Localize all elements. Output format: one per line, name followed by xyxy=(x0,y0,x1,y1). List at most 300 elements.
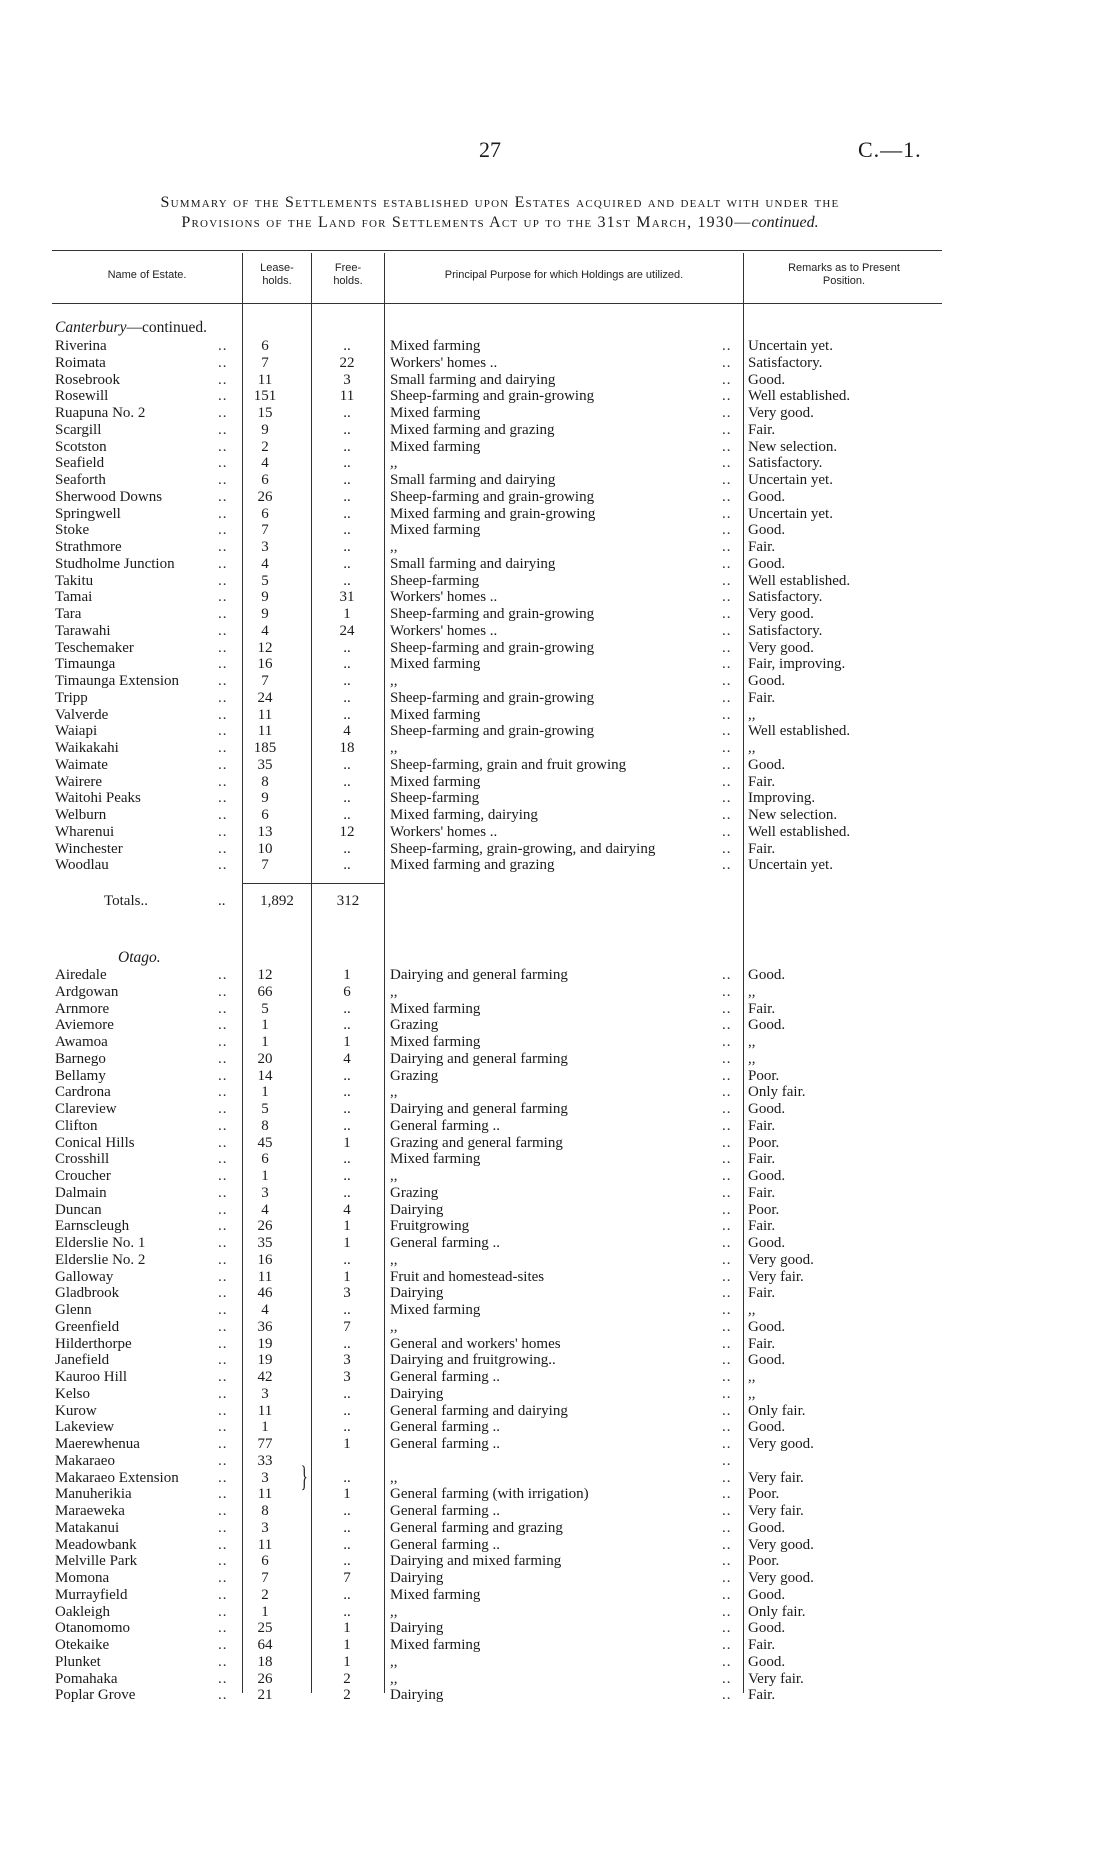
leaseholds-value: 66 xyxy=(257,983,273,1000)
leaseholds-value: 6 xyxy=(261,505,269,522)
leader-dots: .. xyxy=(218,589,228,606)
remarks-text: Fair. xyxy=(748,1335,776,1352)
freeholds-value: .. xyxy=(343,1519,351,1536)
freeholds-value: .. xyxy=(343,405,351,421)
table-row xyxy=(0,1285,1114,1302)
leader-dots: .. xyxy=(218,656,228,673)
purpose-text: ,, xyxy=(390,1318,398,1335)
purpose-text: Mixed farming xyxy=(390,1586,481,1603)
remarks-text: Improving. xyxy=(748,790,816,807)
freeholds-value: 4 xyxy=(343,1201,351,1218)
table-row xyxy=(0,807,1114,824)
leader-dots: .. xyxy=(218,572,228,589)
purpose-text: ,, xyxy=(390,1251,398,1268)
purpose-text: Sheep-farming and grain-growing xyxy=(390,606,595,622)
remarks-text: Only fair. xyxy=(748,1603,806,1620)
freeholds-value: .. xyxy=(343,706,351,723)
table-row xyxy=(0,1302,1114,1319)
freeholds-value: 2 xyxy=(343,1670,351,1687)
freeholds-value: .. xyxy=(343,1067,351,1084)
purpose-text: Sheep-farming, grain-growing, and dairying xyxy=(390,840,656,857)
remarks-text: Only fair. xyxy=(748,1084,806,1101)
leader-dots: .. xyxy=(218,1670,228,1687)
remarks-text: Fair. xyxy=(748,840,776,857)
table-row xyxy=(0,1620,1114,1637)
leaseholds-value: 13 xyxy=(257,823,273,840)
table-row xyxy=(0,1687,1114,1704)
remarks-text: Good. xyxy=(748,1352,786,1369)
estate-name: Elderslie No. 2 xyxy=(55,1251,146,1268)
purpose-text: General farming .. xyxy=(390,1536,500,1553)
purpose-text: Mixed farming xyxy=(390,656,481,673)
purpose-text: Mixed farming xyxy=(390,773,481,790)
leader-dots: .. xyxy=(722,967,732,983)
purpose-text: Dairying xyxy=(390,1285,444,1302)
estate-name: Conical Hills xyxy=(55,1134,135,1151)
leaseholds-value: 7 xyxy=(261,354,269,371)
estate-name: Clareview xyxy=(55,1101,117,1117)
freeholds-value: .. xyxy=(343,472,351,488)
estate-name: Momona xyxy=(55,1570,110,1586)
table-row xyxy=(0,556,1114,573)
purpose-text: Sheep-farming and grain-growing xyxy=(390,488,595,505)
estate-name: Murrayfield xyxy=(55,1586,128,1603)
estate-name: Bellamy xyxy=(55,1067,106,1084)
estate-name: Waitohi Peaks xyxy=(55,790,141,807)
leader-dots: .. xyxy=(722,606,732,622)
leader-dots: .. xyxy=(722,622,732,639)
estate-name: Seafield xyxy=(55,455,105,472)
leaseholds-value: 16 xyxy=(257,1251,273,1268)
table-row xyxy=(0,1503,1114,1520)
purpose-text: Mixed farming and grain-growing xyxy=(390,505,596,522)
leaseholds-value: 21 xyxy=(257,1687,273,1704)
remarks-text: Poor. xyxy=(748,1201,780,1218)
leaseholds-value: 1 xyxy=(261,1034,269,1050)
table-row xyxy=(0,656,1114,673)
table-row xyxy=(0,1135,1114,1152)
leader-dots: .. xyxy=(218,1302,228,1318)
freeholds-value: .. xyxy=(343,1335,351,1352)
totals-top-rule xyxy=(243,883,384,884)
remarks-text: Fair. xyxy=(748,539,776,555)
leaseholds-value: 4 xyxy=(261,555,269,572)
estate-name: Greenfield xyxy=(55,1318,120,1335)
leader-dots: .. xyxy=(722,1134,732,1151)
leader-dots: .. xyxy=(218,488,228,505)
freeholds-value: 1 xyxy=(343,1034,351,1050)
leaseholds-value: 4 xyxy=(261,455,269,472)
leader-dots: .. xyxy=(218,773,228,790)
remarks-text: Good. xyxy=(748,1519,786,1536)
leader-dots: .. xyxy=(218,388,228,405)
freeholds-value: .. xyxy=(343,455,351,472)
freeholds-value: .. xyxy=(343,1385,351,1402)
purpose-text: Fruit and homestead-sites xyxy=(390,1268,545,1285)
remarks-text: Good. xyxy=(748,673,786,689)
leaseholds-value: 26 xyxy=(257,1670,273,1687)
estate-name: Woodlau xyxy=(55,857,109,874)
table-row xyxy=(0,1269,1114,1286)
leader-dots: .. xyxy=(722,756,732,773)
estate-name: Duncan xyxy=(55,1201,102,1218)
freeholds-value: .. xyxy=(343,1553,351,1570)
leaseholds-value: 6 xyxy=(261,472,269,488)
freeholds-value: .. xyxy=(343,555,351,572)
leader-dots: .. xyxy=(218,1218,228,1235)
remarks-text: Well established. xyxy=(748,572,851,589)
freeholds-value: .. xyxy=(343,421,351,438)
leaseholds-value: 9 xyxy=(261,589,269,606)
table-row xyxy=(0,1352,1114,1369)
leader-dots: .. xyxy=(722,773,732,790)
estate-name: Sherwood Downs xyxy=(55,488,163,505)
leaseholds-value: 26 xyxy=(257,1218,273,1235)
freeholds-value: .. xyxy=(343,1017,351,1034)
table-row xyxy=(0,1386,1114,1403)
leader-dots: .. xyxy=(218,1084,228,1101)
estate-name: Timaunga Extension xyxy=(55,673,180,689)
purpose-text: Small farming and dairying xyxy=(390,472,556,488)
leaseholds-value: 11 xyxy=(257,1536,273,1553)
freeholds-value: 3 xyxy=(343,371,351,388)
table-row xyxy=(0,1202,1114,1219)
leader-dots: .. xyxy=(218,1151,228,1168)
leader-dots: .. xyxy=(218,983,228,1000)
purpose-text: Mixed farming xyxy=(390,522,481,539)
purpose-text: ,, xyxy=(390,1603,398,1620)
table-row xyxy=(0,1369,1114,1386)
estate-name: Takitu xyxy=(55,572,94,589)
leader-dots: .. xyxy=(722,723,732,740)
estate-name: Riverina xyxy=(55,338,107,354)
estate-name: Matakanui xyxy=(55,1519,120,1536)
leader-dots: .. xyxy=(218,338,228,354)
freeholds-value: 3 xyxy=(343,1285,351,1302)
header-purpose: Principal Purpose for which Holdings are utilized. xyxy=(444,269,684,281)
purpose-text: Grazing xyxy=(390,1184,439,1201)
leader-dots: .. xyxy=(722,840,732,857)
leader-dots: .. xyxy=(722,639,732,656)
leaseholds-value: 14 xyxy=(257,1067,273,1084)
freeholds-value: .. xyxy=(343,689,351,706)
estate-name: Waiapi xyxy=(55,723,98,740)
remarks-text: Poor. xyxy=(748,1553,780,1570)
freeholds-value: .. xyxy=(343,1117,351,1134)
leader-dots: .. xyxy=(218,1318,228,1335)
estate-name: Awamoa xyxy=(55,1034,108,1050)
freeholds-value: .. xyxy=(343,539,351,555)
leader-dots: .. xyxy=(218,1452,228,1469)
leader-dots: .. xyxy=(218,1637,228,1653)
estate-name: Meadowbank xyxy=(55,1536,137,1553)
leader-dots: .. xyxy=(722,790,732,807)
leaseholds-value: 8 xyxy=(261,773,269,790)
purpose-text: Sheep-farming and grain-growing xyxy=(390,388,595,405)
leaseholds-value: 9 xyxy=(261,790,269,807)
purpose-text: ,, xyxy=(390,983,398,1000)
leader-dots: .. xyxy=(722,1251,732,1268)
estate-name: Cardrona xyxy=(55,1084,111,1101)
leader-dots: .. xyxy=(722,1101,732,1117)
table-row xyxy=(0,1604,1114,1621)
purpose-text: Mixed farming xyxy=(390,1000,481,1017)
estate-name: Maraeweka xyxy=(55,1503,125,1519)
estate-name: Valverde xyxy=(55,706,109,723)
purpose-text: Sheep-farming xyxy=(390,790,480,807)
freeholds-value: .. xyxy=(343,840,351,857)
leader-dots: .. xyxy=(722,1318,732,1335)
freeholds-value: .. xyxy=(343,1419,351,1436)
remarks-text: ,, xyxy=(748,1050,756,1067)
leader-dots: .. xyxy=(722,1519,732,1536)
purpose-text: General farming .. xyxy=(390,1419,500,1436)
header-leaseholds xyxy=(243,262,311,288)
leader-dots: .. xyxy=(218,807,228,823)
freeholds-value: 1 xyxy=(343,1486,351,1503)
freeholds-value: .. xyxy=(343,1184,351,1201)
leader-dots: .. xyxy=(722,1670,732,1687)
remarks-text: New selection. xyxy=(748,807,838,823)
leaseholds-value: 6 xyxy=(261,807,269,823)
leader-dots: .. xyxy=(218,1436,228,1452)
leader-dots: .. xyxy=(218,1251,228,1268)
purpose-text: ,, xyxy=(390,1653,398,1670)
purpose-text: Fruitgrowing xyxy=(390,1218,470,1235)
leader-dots: .. xyxy=(722,857,732,874)
leader-dots: .. xyxy=(218,622,228,639)
freeholds-value: 7 xyxy=(343,1570,351,1586)
leaseholds-value: 1 xyxy=(261,1168,269,1184)
table-row xyxy=(0,1520,1114,1537)
leader-dots: .. xyxy=(722,1586,732,1603)
table-row xyxy=(0,757,1114,774)
freeholds-value: 1 xyxy=(343,1653,351,1670)
remarks-text: Very good. xyxy=(748,606,814,622)
remarks-text: Fair. xyxy=(748,1117,776,1134)
remarks-text: Very fair. xyxy=(748,1268,804,1285)
estate-name: Lakeview xyxy=(55,1419,115,1436)
leader-dots: .. xyxy=(218,1570,228,1586)
leader-dots: .. xyxy=(218,1201,228,1218)
title-line-2-text: Provisions of the Land for Settlements Act up to the 31st March, 1930— xyxy=(181,214,752,231)
table-row xyxy=(0,740,1114,757)
header-freeholds-text: Free- holds. xyxy=(333,262,363,287)
purpose-text: Sheep-farming and grain-growing xyxy=(390,639,595,656)
leaseholds-value: 7 xyxy=(261,857,269,874)
purpose-text: ,, xyxy=(390,1084,398,1101)
purpose-text: Dairying and fruitgrowing.. xyxy=(390,1352,556,1369)
table-row xyxy=(0,1017,1114,1034)
remarks-text: Well established. xyxy=(748,823,851,840)
estate-name: Teschemaker xyxy=(55,639,134,656)
table-row xyxy=(0,1470,1114,1487)
leader-dots: .. xyxy=(722,706,732,723)
freeholds-value: .. xyxy=(343,338,351,354)
remarks-text: ,, xyxy=(748,1034,756,1050)
purpose-text: Mixed farming xyxy=(390,1034,481,1050)
estate-name: Scargill xyxy=(55,421,102,438)
estate-name: Manuherikia xyxy=(55,1486,132,1503)
table-row xyxy=(0,857,1114,874)
freeholds-value: 6 xyxy=(343,983,351,1000)
leaseholds-value: 46 xyxy=(257,1285,273,1302)
leaseholds-value: 5 xyxy=(261,572,269,589)
leader-dots: .. xyxy=(218,857,228,874)
title-line-2-italic: continued. xyxy=(751,214,819,231)
leader-dots: .. xyxy=(218,1285,228,1302)
leader-dots: .. xyxy=(218,1268,228,1285)
freeholds-value: .. xyxy=(343,1000,351,1017)
remarks-text: Only fair. xyxy=(748,1402,806,1419)
leader-dots: .. xyxy=(722,572,732,589)
leader-dots: .. xyxy=(722,1687,732,1704)
freeholds-value: 1 xyxy=(343,1218,351,1235)
remarks-text: Good. xyxy=(748,1168,786,1184)
leader-dots: .. xyxy=(722,589,732,606)
leader-dots: .. xyxy=(218,539,228,555)
remarks-text: Good. xyxy=(748,371,786,388)
leader-dots: .. xyxy=(218,1369,228,1385)
leader-dots: .. xyxy=(722,983,732,1000)
leader-dots: .. xyxy=(722,656,732,673)
purpose-text: ,, xyxy=(390,673,398,689)
estate-name: Rosebrook xyxy=(55,371,120,388)
leader-dots: .. xyxy=(218,1519,228,1536)
leader-dots: .. xyxy=(722,823,732,840)
remarks-text: Poor. xyxy=(748,1067,780,1084)
remarks-text: ,, xyxy=(748,983,756,1000)
estate-name: Tamai xyxy=(55,589,93,606)
leader-dots: .. xyxy=(218,1101,228,1117)
leader-dots: .. xyxy=(722,1201,732,1218)
leaseholds-value: 10 xyxy=(257,840,273,857)
page-number: 27 xyxy=(479,137,501,162)
leaseholds-value: 35 xyxy=(257,1235,273,1251)
purpose-text: Sheep-farming and grain-growing xyxy=(390,689,595,706)
freeholds-value: 7 xyxy=(343,1318,351,1335)
purpose-text: ,, xyxy=(390,455,398,472)
leaseholds-value: 1 xyxy=(261,1084,269,1101)
canterbury-heading: Canterbury xyxy=(55,319,127,336)
leader-dots: .. xyxy=(218,1017,228,1034)
purpose-text: Grazing xyxy=(390,1067,439,1084)
section-heading-canterbury xyxy=(55,319,207,336)
leader-dots: .. xyxy=(722,505,732,522)
estate-name: Stoke xyxy=(55,522,90,539)
purpose-text: General farming and dairying xyxy=(390,1402,568,1419)
estate-name: Seaforth xyxy=(55,472,106,488)
purpose-text: Mixed farming xyxy=(390,405,481,421)
table-row xyxy=(0,841,1114,858)
canterbury-heading-suffix: —continued. xyxy=(126,319,207,336)
purpose-text: Dairying xyxy=(390,1570,444,1586)
freeholds-value: 1 xyxy=(343,1134,351,1151)
leaseholds-value: 26 xyxy=(257,488,273,505)
leader-dots: .. xyxy=(722,522,732,539)
table-row xyxy=(0,774,1114,791)
leaseholds-value: 11 xyxy=(257,1486,273,1503)
estate-name: Glenn xyxy=(55,1302,92,1318)
freeholds-value: .. xyxy=(343,1503,351,1519)
remarks-text: Very fair. xyxy=(748,1469,804,1486)
freeholds-value: .. xyxy=(343,773,351,790)
leader-dots: .. xyxy=(722,1486,732,1503)
leader-dots: .. xyxy=(218,522,228,539)
remarks-text: Well established. xyxy=(748,723,851,740)
freeholds-value: .. xyxy=(343,1168,351,1184)
leader-dots: .. xyxy=(722,1637,732,1653)
purpose-text: Dairying xyxy=(390,1687,444,1704)
freeholds-value: 4 xyxy=(343,723,351,740)
remarks-text: ,, xyxy=(748,740,756,756)
remarks-text: Satisfactory. xyxy=(748,622,823,639)
leader-dots: .. xyxy=(722,1402,732,1419)
leader-dots: .. xyxy=(218,1168,228,1184)
remarks-text: ,, xyxy=(748,706,756,723)
remarks-text: Satisfactory. xyxy=(748,354,823,371)
table-row xyxy=(0,690,1114,707)
leader-dots: .. xyxy=(218,1503,228,1519)
table-row xyxy=(0,1336,1114,1353)
freeholds-value: 1 xyxy=(343,1436,351,1452)
estate-name: Ruapuna No. 2 xyxy=(55,405,146,421)
table-row xyxy=(0,1101,1114,1118)
table-row xyxy=(0,388,1114,405)
leader-dots: .. xyxy=(722,1352,732,1369)
leader-dots: .. xyxy=(722,371,732,388)
leaseholds-value: 151 xyxy=(253,388,277,405)
purpose-text: ,, xyxy=(390,740,398,756)
purpose-text: Dairying and general farming xyxy=(390,1050,568,1067)
leader-dots: .. xyxy=(218,790,228,807)
table-row xyxy=(0,372,1114,389)
leader-dots: .. xyxy=(722,539,732,555)
leaseholds-value: 42 xyxy=(257,1369,273,1385)
leader-dots: .. xyxy=(218,1117,228,1134)
leaseholds-value: 64 xyxy=(257,1637,273,1653)
remarks-text: Fair. xyxy=(748,1285,776,1302)
leader-dots: .. xyxy=(722,1469,732,1486)
remarks-text: Very good. xyxy=(748,1251,814,1268)
estate-name: Gladbrook xyxy=(55,1285,120,1302)
leader-dots: .. xyxy=(218,1536,228,1553)
leader-dots: .. xyxy=(218,1402,228,1419)
remarks-text: Very good. xyxy=(748,1436,814,1452)
purpose-text: Workers' homes .. xyxy=(390,354,498,371)
table-row xyxy=(0,506,1114,523)
freeholds-value: 1 xyxy=(343,1268,351,1285)
remarks-text: Well established. xyxy=(748,388,851,405)
leaseholds-value: 12 xyxy=(257,967,273,983)
table-row xyxy=(0,338,1114,355)
section-heading-otago: Otago. xyxy=(118,949,161,966)
freeholds-value: .. xyxy=(343,639,351,656)
remarks-text: Good. xyxy=(748,967,786,983)
remarks-text: Fair. xyxy=(748,773,776,790)
freeholds-value: .. xyxy=(343,1469,351,1486)
purpose-text: ,, xyxy=(390,1469,398,1486)
leaseholds-value: 12 xyxy=(257,639,273,656)
table-row xyxy=(0,472,1114,489)
purpose-text: Mixed farming xyxy=(390,1151,481,1168)
leaseholds-value: 2 xyxy=(261,1586,269,1603)
table-row xyxy=(0,1570,1114,1587)
estate-name: Elderslie No. 1 xyxy=(55,1235,146,1251)
estate-name: Galloway xyxy=(55,1268,114,1285)
leader-dots: .. xyxy=(218,840,228,857)
header-remarks-text: Remarks as to Present Position. xyxy=(788,262,900,287)
